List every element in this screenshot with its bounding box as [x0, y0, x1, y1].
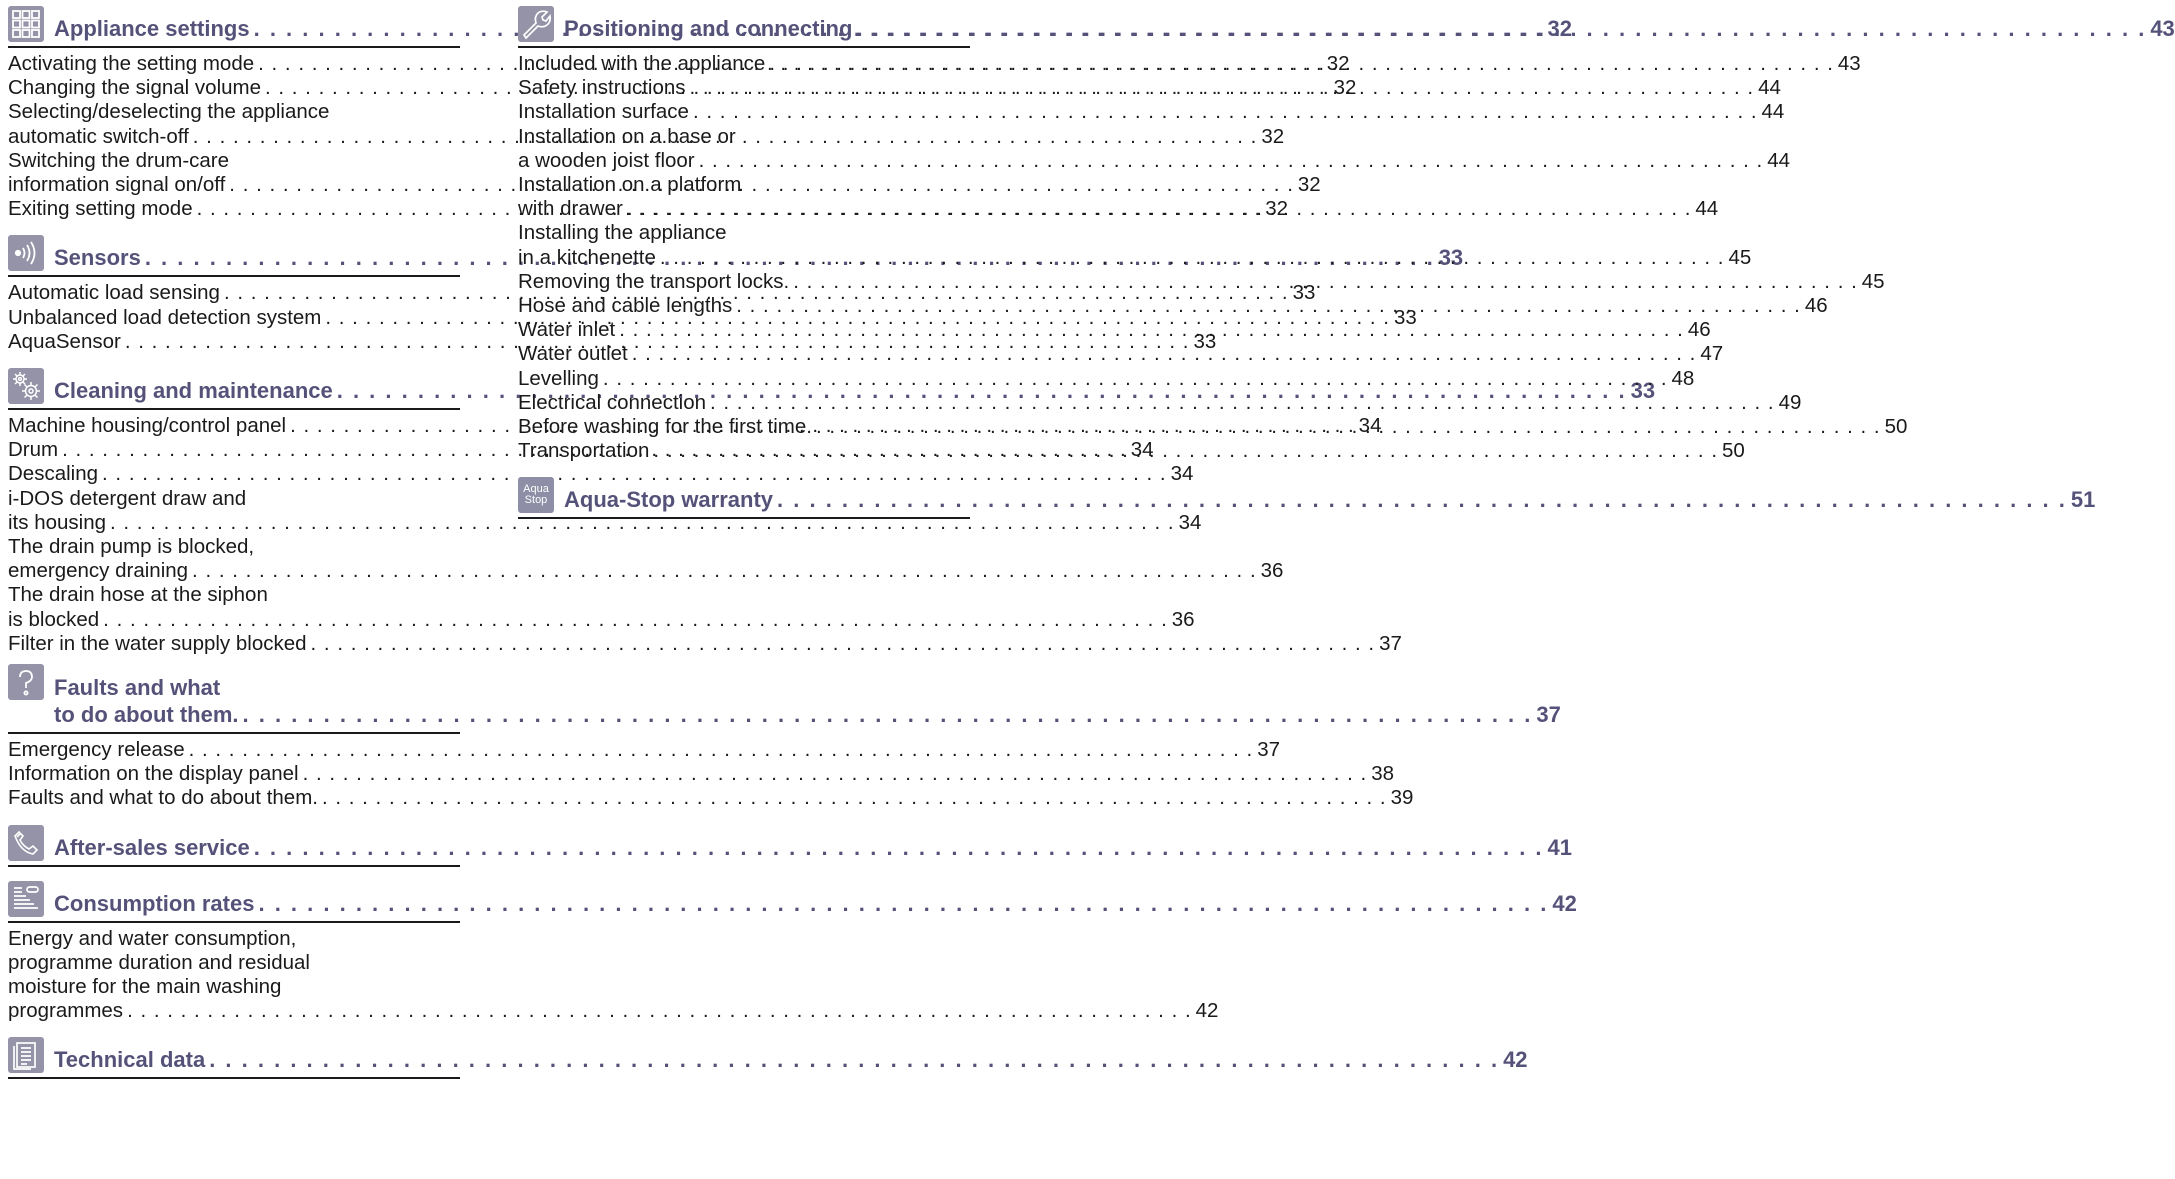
section-divider	[8, 408, 460, 410]
section-divider	[8, 921, 460, 923]
section-title: Aqua-Stop warranty	[564, 487, 774, 513]
toc-section	[8, 664, 1561, 811]
toc-section	[8, 1031, 1528, 1079]
leader-dots	[258, 890, 1548, 917]
entry-text: Emergency release	[8, 738, 185, 762]
section-page-number: 33	[1438, 245, 1464, 271]
section-divider	[8, 275, 460, 277]
entry-page-number: 34	[1170, 462, 1194, 486]
entry-page-number: 45	[1861, 269, 1885, 293]
entry-page-number: 46	[1687, 318, 1711, 342]
leader-dots	[254, 834, 1544, 861]
section-page-number: 33	[1630, 378, 1656, 404]
entry-text: in a kitchenette	[518, 245, 656, 269]
entry-page-number: 50	[1722, 439, 1745, 463]
leader-dots	[322, 786, 1387, 810]
leader-dots	[603, 367, 1668, 391]
entry-text: Unbalanced load detection system	[8, 305, 322, 329]
entry-text: with drawer	[518, 197, 623, 221]
entry-text: Hose and cable lengths	[518, 294, 733, 318]
leader-dots	[209, 1046, 1499, 1073]
section-title: Faults and what	[54, 675, 221, 701]
aqua-stop-icon-text: Aqua	[523, 483, 549, 496]
section-heading[interactable]	[8, 819, 1573, 861]
section-divider	[8, 732, 460, 734]
section-divider	[518, 46, 970, 48]
entry-page-number: 32	[1261, 124, 1285, 148]
entry-text: Installing the appliance	[518, 221, 727, 245]
entry-page-number: 44	[1695, 197, 1719, 221]
section-page-number: 41	[1547, 834, 1573, 860]
wrench-icon	[518, 6, 554, 42]
toc-entry[interactable]	[8, 738, 1281, 762]
entry-text: Information on the display panel	[8, 762, 299, 786]
leader-dots	[793, 270, 1858, 294]
aqua-stop-icon	[518, 477, 554, 513]
section-page-number: 42	[1552, 890, 1577, 916]
entry-page-number: 37	[1379, 631, 1402, 655]
leader-dots	[693, 100, 1758, 124]
section-title: Appliance settings	[54, 16, 250, 41]
leader-dots	[632, 342, 1697, 366]
leader-dots	[769, 52, 1834, 76]
entry-text: Installation on a base or	[518, 124, 736, 148]
section-page-number: 37	[1536, 702, 1561, 728]
leader-dots	[619, 318, 1684, 342]
section-heading[interactable]	[8, 875, 1577, 917]
entry-text: Installation surface	[518, 100, 689, 124]
entry-text: Automatic load sensing	[8, 281, 220, 305]
entry-text: Included with the appliance	[518, 52, 766, 75]
section-title: Consumption rates	[54, 890, 255, 916]
section-title: Technical data	[54, 1047, 206, 1073]
leader-dots	[243, 701, 1533, 728]
entry-text: Machine housing/control panel	[8, 414, 287, 438]
entry-text: Changing the signal volume	[8, 76, 261, 100]
toc-entry[interactable]	[518, 100, 1785, 124]
section-title: After-sales service	[54, 834, 250, 860]
leader-dots	[710, 391, 1775, 415]
entry-page-number: 47	[1700, 342, 1724, 366]
entry-page-number: 49	[1778, 390, 1802, 414]
entry-page-number: 43	[1837, 52, 1861, 75]
toc-entry[interactable]	[8, 926, 1219, 1024]
entry-text: The drain hose at the siphon	[8, 583, 268, 607]
section-page-number: 51	[2070, 487, 2096, 513]
entry-page-number: 50	[1884, 415, 1908, 439]
section-heading[interactable]	[8, 664, 1561, 728]
entry-page-number: 33	[1292, 281, 1316, 305]
leader-dots	[736, 294, 1801, 318]
entry-text: Descaling	[8, 462, 99, 486]
toc-entry[interactable]	[8, 462, 1194, 486]
leader-dots	[699, 149, 1764, 173]
entry-page-number: 34	[1178, 510, 1202, 534]
entry-text: Exiting setting mode	[8, 197, 193, 221]
toc-entry[interactable]	[8, 786, 1414, 810]
entry-page-number: 32	[1326, 52, 1350, 75]
leader-dots	[690, 76, 1755, 100]
entry-page-number: 39	[1390, 786, 1414, 810]
entry-page-number: 42	[1195, 999, 1219, 1023]
entry-text: moisture for the main washing	[8, 975, 282, 999]
entry-text: Transportation	[518, 439, 650, 463]
leader-dots	[127, 999, 1192, 1023]
section-title: Cleaning and maintenance	[54, 378, 333, 404]
leader-dots	[816, 415, 1881, 439]
entry-page-number: 34	[1358, 414, 1382, 438]
entry-page-number: 45	[1728, 245, 1752, 269]
entry-page-number: 37	[1257, 738, 1281, 762]
entry-text: Before washing for the first time.	[518, 415, 812, 439]
entry-page-number: 36	[1171, 607, 1195, 631]
entry-text: The drain pump is blocked,	[8, 535, 255, 559]
entry-text: programmes	[8, 999, 124, 1023]
toc-entry[interactable]	[8, 535, 1284, 583]
section-title: to do about them.	[54, 702, 239, 728]
entry-page-number: 46	[1804, 294, 1828, 318]
entry-text: Safety instructions	[518, 76, 686, 100]
entry-text: Installation on a platform	[518, 173, 742, 197]
question-mark-icon	[8, 664, 44, 700]
section-title: Sensors	[54, 245, 141, 271]
entry-page-number: 32	[1297, 173, 1321, 197]
entry-text: i-DOS detergent draw and	[8, 486, 247, 510]
entry-text: its housing	[8, 510, 107, 534]
entry-text: Drum	[8, 438, 59, 462]
entry-page-number: 36	[1260, 559, 1284, 583]
entry-page-number: 32	[1333, 76, 1357, 100]
entry-text: Activating the setting mode	[8, 52, 255, 75]
entry-page-number: 33	[1393, 305, 1417, 329]
entry-text: Switching the drum-care	[8, 148, 230, 172]
leader-dots	[653, 439, 1718, 463]
toc-section	[8, 819, 1573, 867]
leader-dots	[103, 608, 1168, 632]
section-divider	[8, 46, 460, 48]
entry-text: AquaSensor	[8, 329, 121, 353]
leader-dots	[311, 632, 1376, 656]
entry-text: Water inlet	[518, 318, 616, 342]
section-page-number: 42	[1503, 1047, 1528, 1073]
leader-dots	[660, 246, 1725, 270]
entry-text: Removing the transport locks.	[518, 269, 790, 293]
gears-icon	[8, 368, 44, 404]
toc-entry[interactable]	[518, 342, 1724, 366]
section-page-number: 43	[2150, 16, 2175, 41]
grid-icon	[8, 6, 44, 42]
toc-entry[interactable]	[8, 762, 1395, 786]
entry-text: emergency draining	[8, 559, 189, 583]
entry-text: Selecting/deselecting the appliance	[8, 100, 330, 124]
entry-page-number: 44	[1761, 100, 1785, 124]
toc-section	[8, 875, 1577, 1024]
entry-page-number: 38	[1371, 762, 1395, 786]
entry-text: Faults and what to do about them.	[8, 786, 318, 810]
document-icon	[8, 1037, 44, 1073]
toc-entry[interactable]	[8, 583, 1195, 631]
entry-text: Energy and water consumption,	[8, 926, 297, 950]
toc-entry[interactable]	[8, 631, 1402, 656]
entry-text: programme duration and residual	[8, 950, 310, 974]
entry-text: is blocked	[8, 607, 100, 631]
leader-dots	[627, 197, 1692, 221]
entry-text: a wooden joist floor	[518, 148, 695, 172]
consumption-bars-icon	[8, 881, 44, 917]
entry-text: Filter in the water supply blocked	[8, 631, 307, 655]
entry-text: Levelling	[518, 366, 599, 390]
leader-dots	[192, 559, 1257, 583]
entry-text: information signal on/off	[8, 173, 226, 197]
leader-dots	[189, 738, 1254, 762]
entry-text: automatic switch-off	[8, 124, 189, 148]
entry-page-number: 32	[1265, 197, 1289, 221]
aqua-stop-icon-text: Stop	[524, 494, 548, 507]
entry-text: Electrical connection	[518, 390, 707, 414]
section-title: Positioning and connecting	[564, 16, 853, 41]
entry-page-number: 33	[1193, 329, 1217, 353]
section-heading[interactable]	[8, 1031, 1528, 1073]
sensor-wave-icon	[8, 235, 44, 271]
entry-page-number: 44	[1758, 76, 1781, 100]
entry-text: Water outlet	[518, 342, 628, 366]
section-divider	[518, 517, 970, 519]
leader-dots	[856, 15, 2146, 42]
section-divider	[8, 865, 460, 867]
entry-page-number: 34	[1130, 438, 1154, 462]
entry-page-number: 48	[1671, 366, 1695, 390]
leader-dots	[303, 762, 1368, 786]
phone-handset-icon	[8, 825, 44, 861]
leader-dots	[777, 486, 2067, 513]
section-divider	[8, 1077, 460, 1079]
entry-page-number: 44	[1767, 148, 1791, 172]
section-page-number: 32	[1547, 16, 1572, 41]
